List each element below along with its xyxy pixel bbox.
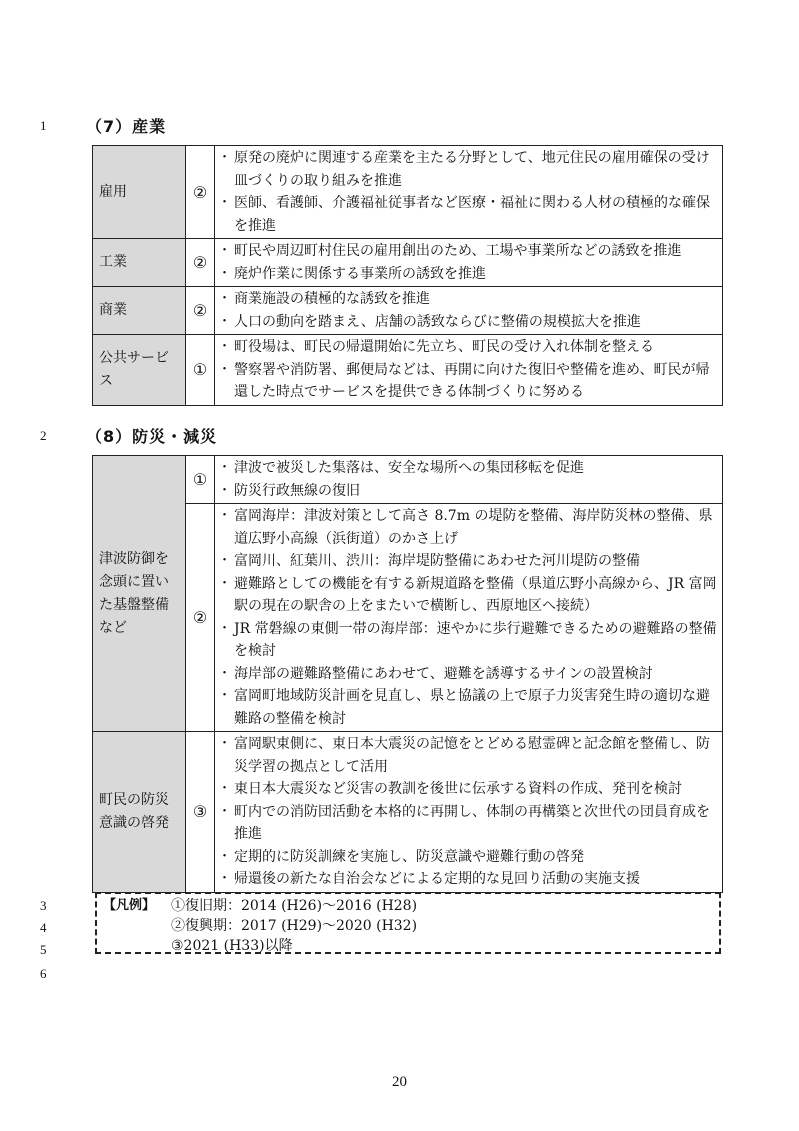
- phase-cell: ②: [186, 287, 215, 335]
- table-row: [93, 287, 723, 335]
- list-item: ・ 町民や周辺町村住民の雇用創出のため、工場や事業所などの誘致を推進: [221, 240, 718, 263]
- line-number: 4: [40, 920, 47, 935]
- line-number: 6: [40, 966, 47, 981]
- table-row: [93, 239, 723, 287]
- list-item: ・ 医師、看護師、介護福祉従事者など医療・福祉に関わる人材の積極的な確保を推進: [221, 192, 718, 237]
- table-row: [93, 456, 723, 504]
- legend-line: ①復旧期：2014 (H26)～2016 (H28): [171, 898, 418, 914]
- category-cell: 津波防御を念頭に置いた基盤整備など: [93, 456, 186, 732]
- measures-cell: [215, 335, 723, 406]
- list-item: ・ 町役場は、町民の帰還開始に先立ち、町民の受け入れ体制を整える: [221, 336, 718, 359]
- phase-cell: ②: [186, 504, 215, 732]
- list-item: ・ 富岡町地域防災計画を見直し、県と協議の上で原子力災害発生時の適切な避難路の整備を検討: [221, 685, 718, 730]
- list-item: ・ 商業施設の積極的な誘致を推進: [221, 288, 718, 311]
- phase-cell: ①: [186, 335, 215, 406]
- list-item: ・ 東日本大震災など災害の教訓を後世に伝承する資料の作成、発刊を検討: [221, 778, 718, 801]
- table-row: [93, 732, 723, 893]
- line-number: 1: [40, 118, 47, 133]
- category-cell: 工業: [93, 239, 186, 287]
- phase-cell: ②: [186, 239, 215, 287]
- category-cell: 町民の防災意識の啓発: [93, 732, 186, 893]
- list-item: ・ 海岸部の避難路整備にあわせて、避難を誘導するサインの設置検討: [221, 663, 718, 686]
- measures-cell: [215, 287, 723, 335]
- phase-cell: ②: [186, 146, 215, 239]
- line-number: 5: [40, 942, 47, 957]
- measures-cell: [215, 504, 723, 732]
- measures-cell: [215, 239, 723, 287]
- measures-cell: [215, 456, 723, 504]
- list-item: ・ 津波で被災した集落は、安全な場所への集団移転を促進: [221, 457, 718, 480]
- measures-cell: [215, 732, 723, 893]
- legend-line: ②復興期：2017 (H29)～2020 (H32): [171, 918, 418, 934]
- table-row: [93, 146, 723, 239]
- page-number: 20: [392, 1074, 407, 1090]
- section-heading-disaster-prevention: （8）防災・減災: [86, 427, 218, 446]
- table-row: [93, 335, 723, 406]
- category-cell: 雇用: [93, 146, 186, 239]
- legend-line: ③2021 (H33)以降: [171, 938, 293, 954]
- line-number: 3: [40, 898, 47, 913]
- list-item: ・ 警察署や消防署、郵便局などは、再開に向けた復旧や整備を進め、町民が帰還した時点でサービスを提供できる体制づくりに努める: [221, 359, 718, 404]
- list-item: ・ 帰還後の新たな自治会などによる定期的な見回り活動の実施支援: [221, 868, 718, 891]
- list-item: ・ 定期的に防災訓練を実施し、防災意識や避難行動の啓発: [221, 846, 718, 869]
- disaster-table: [92, 455, 723, 893]
- phase-cell: ③: [186, 732, 215, 893]
- list-item: ・ 防災行政無線の復旧: [221, 480, 718, 503]
- list-item: ・ 町内での消防団活動を本格的に再開し、体制の再構築と次世代の団員育成を推進: [221, 801, 718, 846]
- legend-label: 【凡例】: [103, 898, 156, 913]
- list-item: ・ 富岡川、紅葉川、渋川：海岸堤防整備にあわせた河川堤防の整備: [221, 550, 718, 573]
- list-item: ・ 廃炉作業に関係する事業所の誘致を推進: [221, 263, 718, 286]
- measures-cell: [215, 146, 723, 239]
- list-item: ・ 富岡駅東側に、東日本大震災の記憶をとどめる慰霊碑と記念館を整備し、防災学習の拠点として活用: [221, 733, 718, 778]
- section-heading-industry: （7）産業: [86, 117, 167, 136]
- line-number: 2: [40, 428, 47, 443]
- legend-box: [95, 892, 721, 954]
- list-item: ・ 原発の廃炉に関連する産業を主たる分野として、地元住民の雇用確保の受け皿づくりの取り組みを推進: [221, 147, 718, 192]
- list-item: ・ JR 常磐線の東側一帯の海岸部：速やかに歩行避難できるための避難路の整備を検討: [221, 618, 718, 663]
- category-cell: 商業: [93, 287, 186, 335]
- industry-table: [92, 145, 723, 406]
- category-cell: 公共サービス: [93, 335, 186, 406]
- list-item: ・ 富岡海岸：津波対策として高さ 8.7m の堤防を整備、海岸防災林の整備、県道広野小高線（浜街道）のかさ上げ: [221, 505, 718, 550]
- phase-cell: ①: [186, 456, 215, 504]
- table-row: [93, 504, 723, 732]
- list-item: ・ 人口の動向を踏まえ、店舗の誘致ならびに整備の規模拡大を推進: [221, 311, 718, 334]
- list-item: ・ 避難路としての機能を有する新規道路を整備（県道広野小高線から、JR 富岡駅の現在の駅舎の上をまたいで横断し、西原地区へ接続）: [221, 573, 718, 618]
